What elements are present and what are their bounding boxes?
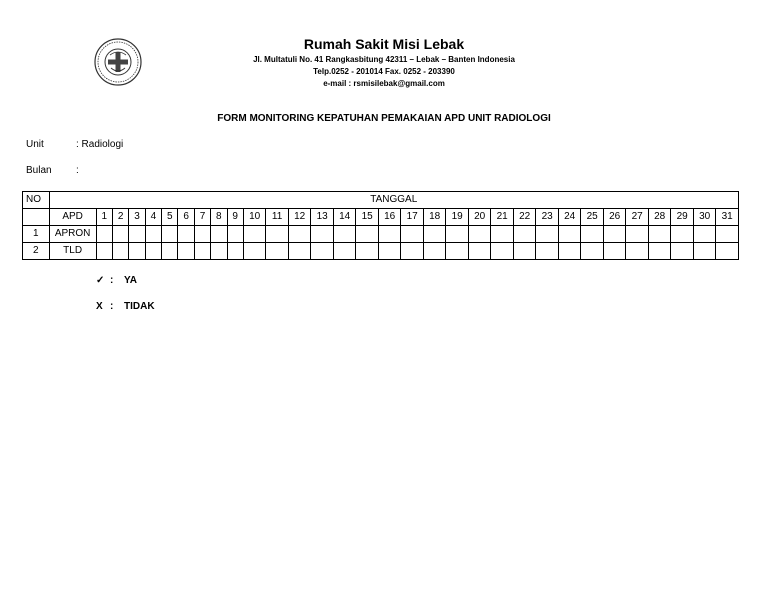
bulan-value: :: [76, 165, 79, 176]
legend-ya: [96, 275, 137, 286]
day-cell: [145, 226, 161, 243]
day-header: 26: [603, 209, 626, 226]
day-header: 2: [113, 209, 129, 226]
legend-sep: :: [110, 275, 114, 286]
hospital-logo: [94, 38, 142, 86]
day-header: 11: [266, 209, 289, 226]
unit-label: Unit: [26, 139, 44, 150]
day-header: 31: [716, 209, 739, 226]
day-cell: [211, 226, 227, 243]
day-cell: [356, 243, 379, 260]
hospital-name: Rumah Sakit Misi Lebak: [303, 36, 465, 52]
day-header: 4: [145, 209, 161, 226]
day-cell: [311, 243, 334, 260]
header-row-1: [23, 192, 739, 209]
day-cell: [288, 243, 311, 260]
day-cell: [648, 243, 671, 260]
day-cell: [288, 226, 311, 243]
bulan-label: Bulan: [26, 165, 52, 176]
legend-tidak: [96, 301, 155, 312]
day-cell: [581, 226, 604, 243]
day-cell: [378, 243, 401, 260]
day-cell: [626, 226, 649, 243]
day-cell: [243, 243, 266, 260]
legend-label: YA: [124, 275, 137, 286]
day-cell: [603, 243, 626, 260]
day-header: 25: [581, 209, 604, 226]
check-icon: ✓: [96, 275, 105, 286]
day-cell: [671, 243, 694, 260]
day-cell: [162, 226, 178, 243]
header-row-2: [23, 209, 739, 226]
day-cell: [693, 243, 716, 260]
day-cell: [96, 226, 112, 243]
day-header: 8: [211, 209, 227, 226]
day-header: 16: [378, 209, 401, 226]
day-cell: [333, 243, 356, 260]
day-header: 27: [626, 209, 649, 226]
day-cell: [693, 226, 716, 243]
day-cell: [536, 226, 559, 243]
day-header: 10: [243, 209, 266, 226]
day-cell: [113, 243, 129, 260]
row-apd: APRON: [49, 226, 96, 243]
day-header: 29: [671, 209, 694, 226]
day-cell: [401, 243, 424, 260]
day-cell: [446, 226, 469, 243]
tanggal-header: TANGGAL: [49, 192, 738, 209]
day-cell: [716, 226, 739, 243]
apd-header: APD: [49, 209, 96, 226]
day-cell: [162, 243, 178, 260]
day-header: 6: [178, 209, 194, 226]
day-cell: [423, 243, 446, 260]
day-cell: [468, 226, 491, 243]
day-cell: [356, 226, 379, 243]
day-cell: [671, 226, 694, 243]
day-cell: [129, 226, 145, 243]
row-no: 1: [23, 226, 50, 243]
legend-label: TIDAK: [124, 301, 155, 312]
day-header: 28: [648, 209, 671, 226]
hospital-phone: Telp.0252 - 201014 Fax. 0252 - 203390: [313, 67, 455, 76]
day-cell: [378, 226, 401, 243]
day-header: 12: [288, 209, 311, 226]
day-cell: [129, 243, 145, 260]
day-cell: [178, 226, 194, 243]
day-header: 17: [401, 209, 424, 226]
day-cell: [603, 226, 626, 243]
day-cell: [96, 243, 112, 260]
unit-value: : Radiologi: [76, 139, 124, 150]
day-header: 5: [162, 209, 178, 226]
day-cell: [468, 243, 491, 260]
no-header: NO: [23, 192, 50, 209]
row-no: 2: [23, 243, 50, 260]
x-mark-icon: X: [96, 301, 103, 312]
day-cell: [581, 243, 604, 260]
day-cell: [536, 243, 559, 260]
day-header: 18: [423, 209, 446, 226]
day-cell: [266, 243, 289, 260]
day-cell: [145, 243, 161, 260]
bulan-field: [26, 165, 79, 176]
day-header: 1: [96, 209, 112, 226]
row-apd: TLD: [49, 243, 96, 260]
day-header: 19: [446, 209, 469, 226]
day-header: 14: [333, 209, 356, 226]
unit-field: [26, 139, 123, 150]
day-cell: [558, 226, 581, 243]
form-title: FORM MONITORING KEPATUHAN PEMAKAIAN APD UNIT RADIOLOGI: [217, 113, 551, 124]
day-header: 3: [129, 209, 145, 226]
day-cell: [311, 226, 334, 243]
day-cell: [194, 226, 210, 243]
day-cell: [333, 226, 356, 243]
day-cell: [227, 226, 243, 243]
table-row: [23, 226, 739, 243]
day-header: 24: [558, 209, 581, 226]
legend-sep: :: [110, 301, 114, 312]
day-cell: [227, 243, 243, 260]
table-row: [23, 243, 739, 260]
day-header: 9: [227, 209, 243, 226]
day-header: 20: [468, 209, 491, 226]
day-cell: [491, 243, 514, 260]
day-header: 15: [356, 209, 379, 226]
day-header: 23: [536, 209, 559, 226]
day-cell: [716, 243, 739, 260]
day-cell: [243, 226, 266, 243]
monitoring-table: [22, 191, 739, 260]
day-cell: [491, 226, 514, 243]
day-header: 13: [311, 209, 334, 226]
day-header: 7: [194, 209, 210, 226]
day-cell: [513, 243, 536, 260]
no-subheader-empty: [23, 209, 50, 226]
day-header: 21: [491, 209, 514, 226]
day-cell: [266, 226, 289, 243]
day-cell: [194, 243, 210, 260]
day-cell: [178, 243, 194, 260]
day-cell: [626, 243, 649, 260]
day-cell: [648, 226, 671, 243]
day-cell: [423, 226, 446, 243]
day-cell: [401, 226, 424, 243]
day-cell: [558, 243, 581, 260]
hospital-address: Jl. Multatuli No. 41 Rangkasbitung 42311 – Lebak – Banten Indonesia: [253, 55, 515, 64]
day-header: 22: [513, 209, 536, 226]
day-cell: [446, 243, 469, 260]
day-header: 30: [693, 209, 716, 226]
day-cell: [113, 226, 129, 243]
hospital-email: e-mail : rsmisilebak@gmail.com: [323, 79, 445, 88]
day-cell: [513, 226, 536, 243]
day-cell: [211, 243, 227, 260]
